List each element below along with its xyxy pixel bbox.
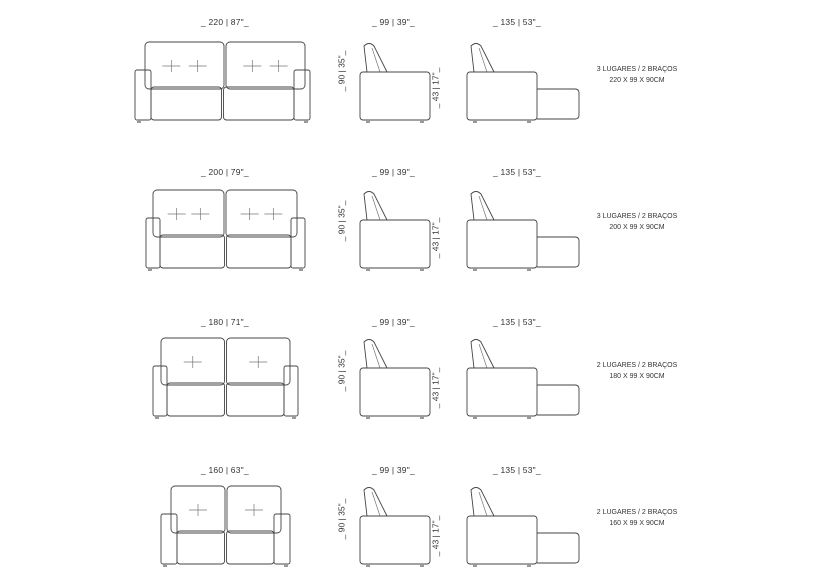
tuft-mark: [162, 60, 180, 72]
back-cushion: [153, 190, 224, 237]
dimensions-text: 220 X 99 X 90CM: [609, 77, 665, 84]
foot: [473, 268, 477, 271]
foot: [299, 268, 303, 271]
foot: [366, 416, 370, 419]
foot: [284, 564, 288, 567]
seats-arms-text: 2 LUGARES / 2 BRAÇOS: [596, 509, 678, 516]
right-arm: [291, 218, 305, 268]
back-cushion: [226, 190, 297, 237]
foot: [420, 564, 424, 567]
height-label: _ 90 | 35"_: [336, 200, 347, 242]
foot: [366, 120, 370, 123]
seat-cushion: [227, 531, 275, 564]
side-depth-label: _ 99 | 39"_: [372, 465, 415, 475]
seat-height-label: _ 43 | 17"_: [430, 67, 441, 109]
foot: [527, 564, 531, 567]
side-view: [360, 44, 430, 124]
foot: [155, 416, 159, 419]
seats-arms-text: 3 LUGARES / 2 BRAÇOS: [596, 213, 678, 220]
side-view: [360, 192, 430, 272]
front-width-label: _ 220 | 87"_: [201, 17, 249, 27]
tuft-mark: [264, 208, 282, 220]
front-width-label: _ 180 | 71"_: [201, 317, 249, 327]
tuft-mark: [184, 356, 202, 368]
left-arm: [153, 366, 167, 416]
reclined-depth-label: _ 135 | 53"_: [493, 465, 541, 475]
seat-cushion: [160, 235, 225, 268]
footrest: [537, 89, 579, 119]
reclined-depth-label: _ 135 | 53"_: [493, 17, 541, 27]
foot: [420, 416, 424, 419]
reclined-view: [467, 192, 579, 272]
side-body: [360, 368, 430, 416]
right-arm: [274, 514, 290, 564]
reclined-view: [467, 340, 579, 420]
seat-height-label: _ 43 | 17"_: [430, 367, 441, 409]
side-depth-label: _ 99 | 39"_: [372, 317, 415, 327]
side-view: [360, 340, 430, 420]
reclined-body: [467, 516, 537, 564]
front-width-label: _ 160 | 63"_: [201, 465, 249, 475]
height-label: _ 90 | 35"_: [336, 50, 347, 92]
tuft-mark: [189, 504, 207, 516]
foot: [527, 268, 531, 271]
foot: [527, 416, 531, 419]
foot: [292, 416, 296, 419]
dimensions-text: 180 X 99 X 90CM: [609, 373, 665, 380]
tuft-mark: [168, 208, 186, 220]
side-depth-label: _ 99 | 39"_: [372, 17, 415, 27]
reclined-body: [467, 368, 537, 416]
side-depth-label: _ 99 | 39"_: [372, 167, 415, 177]
foot: [473, 416, 477, 419]
dimensions-text: 200 X 99 X 90CM: [609, 224, 665, 231]
left-arm: [161, 514, 177, 564]
foot: [137, 120, 141, 123]
side-body: [360, 220, 430, 268]
foot: [473, 564, 477, 567]
footrest: [537, 533, 579, 563]
left-arm: [135, 70, 151, 120]
height-label: _ 90 | 35"_: [336, 498, 347, 540]
tuft-mark: [270, 60, 288, 72]
side-backrest-seam: [372, 344, 380, 368]
reclined-body: [467, 72, 537, 120]
front-view: [161, 486, 290, 567]
foot: [366, 564, 370, 567]
foot: [420, 268, 424, 271]
front-view: [146, 190, 305, 271]
seat-cushion: [224, 87, 295, 120]
tuft-mark: [243, 60, 261, 72]
seat-cushion: [151, 87, 222, 120]
side-view: [360, 488, 430, 568]
footrest: [537, 385, 579, 415]
reclined-backrest-seam: [479, 48, 487, 72]
side-body: [360, 516, 430, 564]
reclined-backrest-seam: [479, 196, 487, 220]
foot: [163, 564, 167, 567]
side-backrest-seam: [372, 48, 380, 72]
foot: [366, 268, 370, 271]
reclined-backrest-seam: [479, 492, 487, 516]
height-label: _ 90 | 35"_: [336, 350, 347, 392]
footrest: [537, 237, 579, 267]
side-body: [360, 72, 430, 120]
seats-arms-text: 2 LUGARES / 2 BRAÇOS: [596, 362, 678, 369]
tuft-mark: [189, 60, 207, 72]
right-arm: [294, 70, 310, 120]
side-backrest-seam: [372, 196, 380, 220]
reclined-depth-label: _ 135 | 53"_: [493, 317, 541, 327]
reclined-depth-label: _ 135 | 53"_: [493, 167, 541, 177]
foot: [473, 120, 477, 123]
seats-arms-text: 3 LUGARES / 2 BRAÇOS: [596, 66, 678, 73]
reclined-view: [467, 44, 579, 124]
seat-cushion: [177, 531, 225, 564]
side-backrest-seam: [372, 492, 380, 516]
front-view: [135, 42, 310, 123]
tuft-mark: [191, 208, 209, 220]
reclined-view: [467, 488, 579, 568]
seat-height-label: _ 43 | 17"_: [430, 217, 441, 259]
reclined-body: [467, 220, 537, 268]
right-arm: [284, 366, 298, 416]
foot: [304, 120, 308, 123]
seat-height-label: _ 43 | 17"_: [430, 515, 441, 557]
tuft-mark: [245, 504, 263, 516]
dimensions-text: 160 X 99 X 90CM: [609, 520, 665, 527]
front-width-label: _ 200 | 79"_: [201, 167, 249, 177]
seat-cushion: [167, 383, 225, 416]
reclined-backrest-seam: [479, 344, 487, 368]
tuft-mark: [249, 356, 267, 368]
seat-cushion: [227, 383, 285, 416]
seat-cushion: [227, 235, 292, 268]
foot: [527, 120, 531, 123]
front-view: [153, 338, 298, 419]
back-cushion: [226, 42, 305, 89]
foot: [148, 268, 152, 271]
back-cushion: [145, 42, 224, 89]
tuft-mark: [241, 208, 259, 220]
foot: [420, 120, 424, 123]
